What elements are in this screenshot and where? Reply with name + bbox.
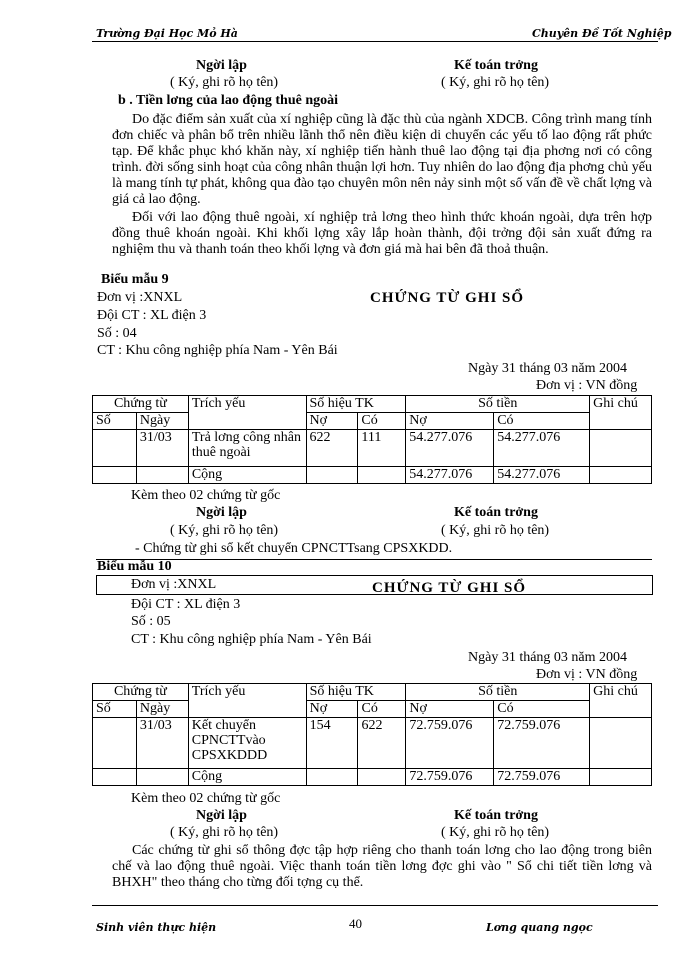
form9-preparer-note: ( Ký, ghi rõ họ tên): [170, 523, 279, 538]
table-header-row: [93, 684, 652, 701]
col-credit: Có: [494, 413, 590, 430]
accountant-label: Kế toán trởng: [454, 58, 538, 73]
form10-attached: Kèm theo 02 chứng từ gốc: [131, 791, 281, 806]
header-topic: Chuyên Đề Tốt Nghiệp: [532, 27, 672, 40]
form9-date: Ngày 31 tháng 03 năm 2004: [468, 361, 628, 376]
accountant-note: ( Ký, ghi rõ họ tên): [441, 75, 550, 90]
cell-summary: Cộng: [188, 467, 306, 484]
col-no: Số: [93, 701, 137, 718]
form10-accountant: Kế toán trởng: [454, 808, 538, 823]
table-row: [93, 718, 652, 769]
footer-student: Sinh viên thực hiện: [96, 921, 217, 934]
form9-number: Số : 04: [97, 326, 137, 341]
form9-team: Đội CT : XL điện 3: [97, 308, 207, 323]
cell-no: [93, 430, 137, 467]
cell-debit-acc: 622: [306, 430, 358, 467]
table-subheader-row: [93, 701, 652, 718]
col-debit-acc: Nợ: [306, 413, 358, 430]
table-total-row: [93, 769, 652, 786]
form9-accountant: Kế toán trởng: [454, 505, 538, 520]
form9-site: CT : Khu công nghiệp phía Nam - Yên Bái: [97, 343, 338, 358]
form9-attached: Kèm theo 02 chứng từ gốc: [131, 488, 281, 503]
col-debit: Nợ: [406, 413, 494, 430]
header-school: Trường Đại Học Mỏ Hà: [96, 27, 238, 40]
col-debit-acc: Nợ: [306, 701, 358, 718]
col-credit-acc: Có: [358, 413, 406, 430]
preparer-label: Ngời lập: [196, 58, 247, 73]
header-rule: [92, 41, 658, 42]
col-summary: Trích yếu: [188, 396, 306, 430]
form9-title: CHỨNG TỪ GHI SỔ: [370, 290, 525, 306]
col-credit-acc: Có: [358, 701, 406, 718]
cell-no: [93, 769, 137, 786]
table-row: [93, 430, 652, 467]
section-heading: b . Tiền lơng của lao động thuê ngoài: [118, 93, 339, 108]
col-no: Số: [93, 413, 137, 430]
cell-credit-acc: [358, 769, 406, 786]
cell-day: 31/03: [136, 718, 188, 769]
col-account: Số hiệu TK: [306, 684, 406, 701]
col-debit: Nợ: [406, 701, 494, 718]
col-note: Ghi chú: [590, 396, 652, 430]
form10-date: Ngày 31 tháng 03 năm 2004: [468, 650, 628, 665]
footer-rule: [92, 905, 658, 906]
form10-currency: Đơn vị : VN đồng: [536, 667, 638, 682]
col-voucher: Chứng từ: [93, 684, 189, 701]
cell-debit: 72.759.076: [406, 769, 494, 786]
page-number: 40: [349, 916, 362, 931]
cell-day: [136, 769, 188, 786]
form10-preparer-note: ( Ký, ghi rõ họ tên): [170, 825, 279, 840]
preparer-note: ( Ký, ghi rõ họ tên): [170, 75, 279, 90]
cell-debit: 72.759.076: [406, 718, 494, 769]
cell-debit: 54.277.076: [406, 467, 494, 484]
cell-note: [590, 430, 652, 467]
cell-debit: 54.277.076: [406, 430, 494, 467]
form9-currency: Đơn vị : VN đồng: [536, 378, 638, 393]
col-note: Ghi chú: [590, 684, 652, 718]
cell-no: [93, 718, 137, 769]
form10-preparer: Ngời lập: [196, 808, 247, 823]
cell-note: [590, 467, 652, 484]
cell-credit-acc: [358, 467, 406, 484]
cell-debit-acc: 154: [306, 718, 358, 769]
col-summary: Trích yếu: [188, 684, 306, 718]
cell-note: [590, 769, 652, 786]
cell-debit-acc: [306, 467, 358, 484]
col-credit: Có: [494, 701, 590, 718]
col-day: Ngày: [136, 413, 188, 430]
form10-top-rule: [96, 559, 652, 560]
form10-label: Biểu mẫu 10: [97, 559, 172, 574]
cell-no: [93, 467, 137, 484]
transfer-line: - Chứng từ ghi sổ kết chuyển CPNCTTsang CPSXKDD.: [135, 541, 453, 556]
cell-credit: 72.759.076: [494, 769, 590, 786]
cell-credit: 54.277.076: [494, 467, 590, 484]
cell-note: [590, 718, 652, 769]
table-header-row: [93, 396, 652, 413]
closing-paragraph: Các chứng từ ghi sổ thông đợc tập hợp riêng cho thanh toán lơng cho lao động trong biên chế và lao động thuê ngoài. Việc thanh toán tiền lơng đợc ghi vào " Sổ chi tiết tiền lơng và BHXH" theo tháng cho từng đối tợng cụ thể.: [112, 843, 652, 890]
form10-unit: Đơn vị :XNXL: [131, 577, 217, 592]
cell-credit-acc: 622: [358, 718, 406, 769]
col-account: Số hiệu TK: [306, 396, 406, 413]
cell-debit-acc: [306, 769, 358, 786]
form10-team: Đội CT : XL điện 3: [131, 597, 241, 612]
cell-day: 31/03: [136, 430, 188, 467]
cell-credit: 72.759.076: [494, 718, 590, 769]
cell-day: [136, 467, 188, 484]
col-amount: Số tiền: [406, 396, 590, 413]
form10-number: Số : 05: [131, 614, 171, 629]
form9-table: [92, 395, 652, 484]
form9-accountant-note: ( Ký, ghi rõ họ tên): [441, 523, 550, 538]
table-total-row: [93, 467, 652, 484]
col-day: Ngày: [136, 701, 188, 718]
section-paragraph-1: Do đặc điểm sản xuất của xí nghiệp cũng là đặc thù của ngành XDCB. Công trình mang tính đơn chiếc và phân bổ trên nhiều lãnh thổ nên điều kiện di chuyển các yếu tố lao động rất phức tạp. Để khắc phục khó khăn này, xí nghiệp tiến hành thuê lao động tại địa phơng nơi có công trình. đời sống sinh hoạt của công nhân thuận lợi hơn. Tuy nhiên do lao động địa phơng chủ yếu là mang tính tự phát, không qua đào tạo chuyên môn nên nảy sinh một số vấn đề về chất lợng và giá cả lao động.: [112, 112, 652, 207]
form9-preparer: Ngời lập: [196, 505, 247, 520]
cell-summary: Trả lơng công nhân thuê ngoài: [188, 430, 306, 467]
col-voucher: Chứng từ: [93, 396, 189, 413]
form9-unit: Đơn vị :XNXL: [97, 290, 183, 305]
form10-table: [92, 683, 652, 786]
form9-label: Biểu mẫu 9: [101, 272, 169, 287]
cell-summary: Cộng: [188, 769, 306, 786]
cell-credit: 54.277.076: [494, 430, 590, 467]
section-paragraph-2: Đối với lao động thuê ngoài, xí nghiệp trả lơng theo hình thức khoán ngoài, dựa trên hợp đồng thuê khoán ngoài. Khi khối lợng xây lắp hoàn thành, đội trởng đội sản xuất đứng ra nghiệm thu và thanh toán theo khối lợng và đơn giá mà hai bên đã thoả thuận.: [112, 210, 652, 257]
cell-credit-acc: 111: [358, 430, 406, 467]
form10-accountant-note: ( Ký, ghi rõ họ tên): [441, 825, 550, 840]
table-subheader-row: [93, 413, 652, 430]
col-amount: Số tiền: [406, 684, 590, 701]
cell-summary: Kết chuyển CPNCTTvào CPSXKDDD: [188, 718, 306, 769]
footer-author: Lơng quang ngọc: [486, 921, 593, 934]
form10-title: CHỨNG TỪ GHI SỔ: [372, 580, 527, 596]
form10-site: CT : Khu công nghiệp phía Nam - Yên Bái: [131, 632, 372, 647]
